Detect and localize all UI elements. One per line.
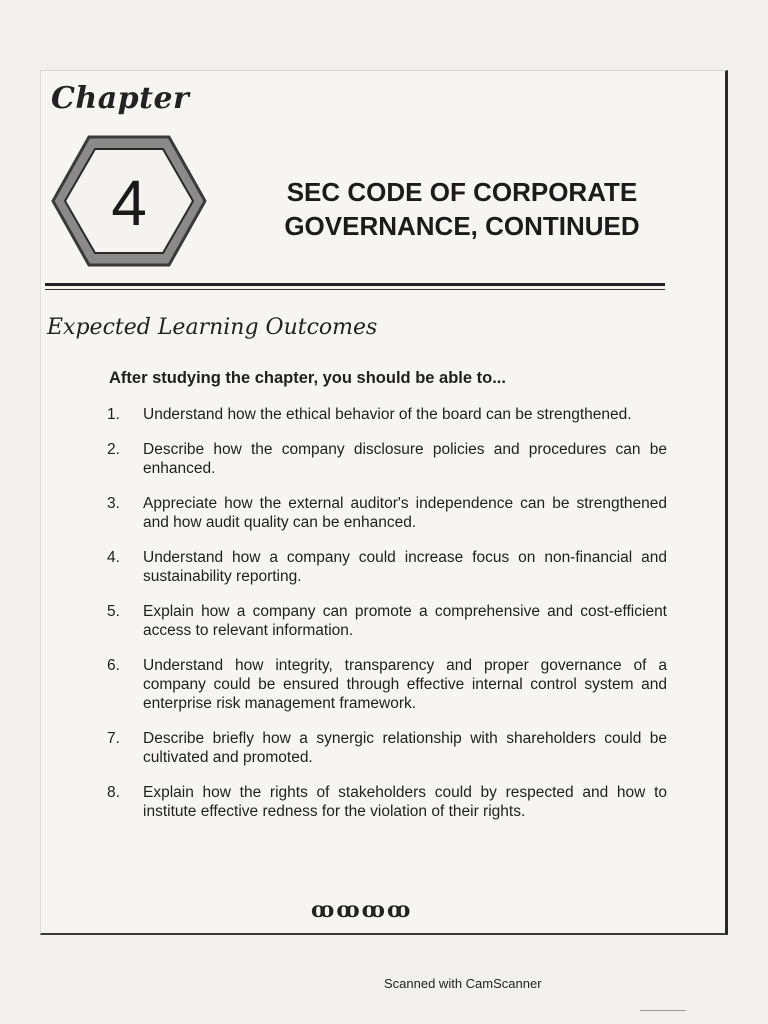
outcome-number: 7. [107,730,120,747]
outcome-number: 5. [107,603,120,620]
outcome-item [107,602,667,640]
outcome-text: Understand how a company could increase focus on non-financial and sustainability reporting. [143,549,667,585]
outcome-item [107,405,667,424]
outcome-text: Appreciate how the external auditor's independence can be strengthened and how audit quality can be enhanced. [143,495,667,531]
outcome-text: Understand how integrity, transparency and proper governance of a company could be ensured through effective internal control system and enterprise risk management framework. [143,657,667,712]
outcomes-intro: After studying the chapter, you should be able to... [109,369,506,387]
outcome-item [107,548,667,586]
outcomes-heading: Expected Learning Outcomes [47,315,378,340]
book-page [40,70,728,935]
outcome-number: 8. [107,784,120,801]
outcome-text: Describe how the company disclosure policies and procedures can be enhanced. [143,441,667,477]
outcome-text: Explain how a company can promote a comprehensive and cost-efficient access to relevant information. [143,603,667,639]
outcome-text: Understand how the ethical behavior of the board can be strengthened. [143,406,632,423]
tiny-watermark-mark [640,1010,686,1017]
outcome-item [107,440,667,478]
chapter-title-line-1: SEC CODE OF CORPORATE [286,177,638,207]
end-ornament: ꝏꝏꝏꝏ [311,897,413,923]
chapter-number: 4 [111,167,147,239]
chapter-title-line-2: GOVERNANCE, CONTINUED [284,211,640,241]
outcome-number: 1. [107,406,120,423]
chapter-title [227,175,697,243]
divider-thin [45,289,665,290]
outcome-text: Explain how the rights of stakeholders could by respected and how to institute effective redness for the violation of their rights. [143,784,667,820]
chapter-label: Chapter [51,81,190,116]
outcomes-list [107,405,667,821]
outcome-item [107,783,667,821]
outcome-item [107,494,667,532]
outcome-number: 6. [107,657,120,674]
outcome-text: Describe briefly how a synergic relationship with shareholders could be cultivated and promoted. [143,730,667,766]
divider-thick [45,283,665,286]
outcome-number: 3. [107,495,120,512]
chapter-number-badge [49,131,209,271]
outcome-item [107,656,667,713]
outcome-number: 2. [107,441,120,458]
outcome-item [107,729,667,767]
scanner-watermark: Scanned with CamScanner [384,976,542,991]
outcome-number: 4. [107,549,120,566]
